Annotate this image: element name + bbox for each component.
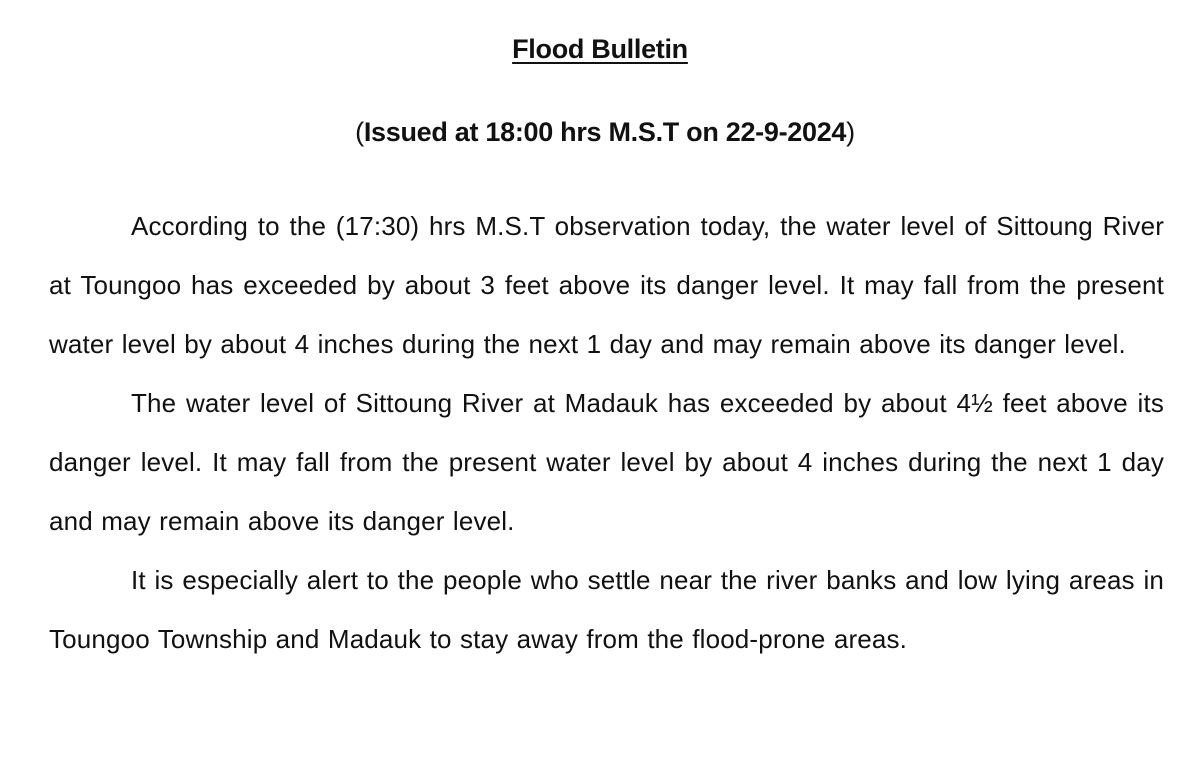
issued-open-paren: (: [355, 117, 364, 147]
paragraph-toungoo: According to the (17:30) hrs M.S.T observation today, the water level of Sittoung River at Toungoo has exceeded by about 3 feet above its danger level. It may fall from the present water level by about 4 inches during the next 1 day and may remain above its danger level.: [49, 211, 1164, 359]
paragraph-madauk: The water level of Sittoung River at Madauk has exceeded by about 4½ feet above its danger level. It may fall from the present water level by about 4 inches during the next 1 day and may remain above its danger level.: [49, 388, 1164, 536]
issued-line: [0, 117, 1200, 148]
issued-text: Issued at 18:00 hrs M.S.T on 22-9-2024: [363, 117, 847, 147]
issued-close-paren: ): [846, 117, 855, 147]
bulletin-body: [49, 197, 1164, 669]
bulletin-title-text: Flood Bulletin: [512, 34, 688, 64]
paragraph-alert: It is especially alert to the people who settle near the river banks and low lying areas in Toungoo Township and Madauk to stay away from the flood-prone areas.: [49, 565, 1164, 654]
bulletin-title: [0, 34, 1200, 65]
